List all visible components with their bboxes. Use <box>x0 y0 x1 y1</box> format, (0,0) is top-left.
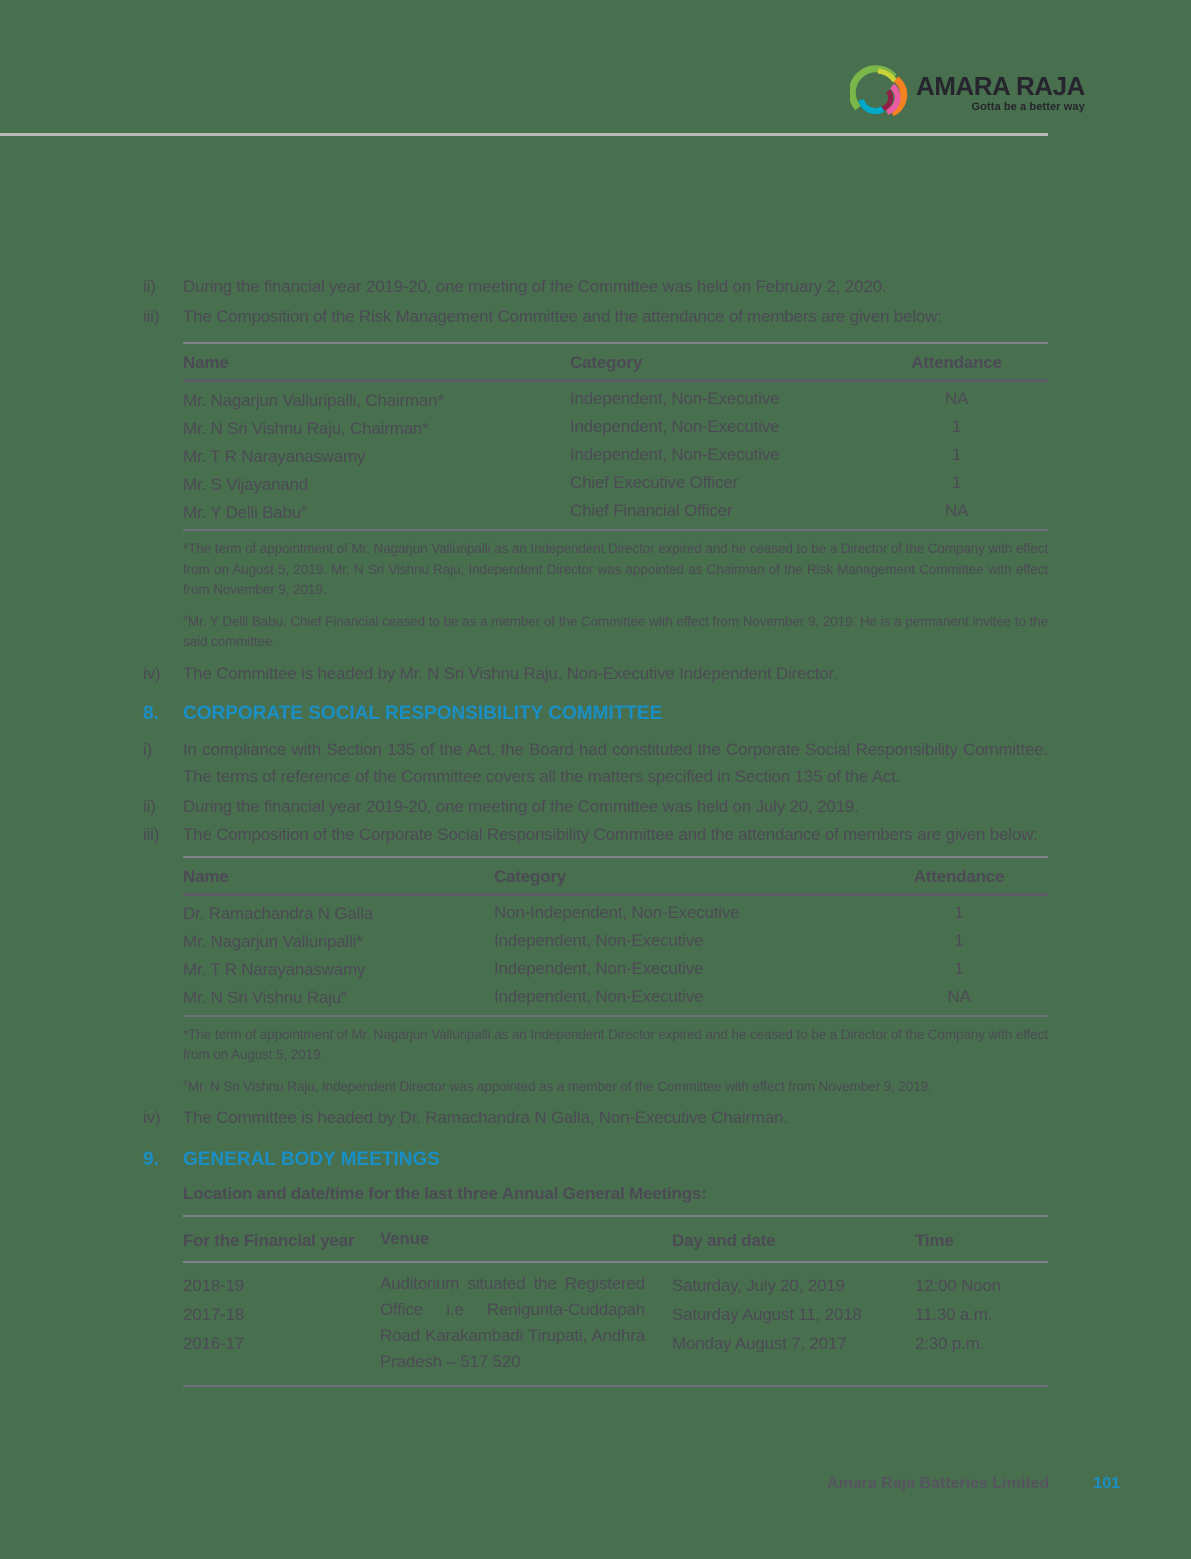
list-text: During the financial year 2019-20, one meeting of the Committee was held on July 20, 2019. <box>183 796 859 816</box>
page-footer <box>0 1475 1120 1493</box>
header-divider <box>0 133 1048 136</box>
cell-name: Mr. Nagarjun Valluripalli* <box>183 932 363 951</box>
cell-name: Mr. S Vijayanand <box>183 474 309 494</box>
list-marker: iv) <box>143 1108 161 1127</box>
list-item-csr-iv <box>143 1107 1048 1129</box>
agm-table <box>183 1215 1048 1387</box>
list-text: In compliance with Section 135 of the Act, the Board had constituted the Corporate Social Responsibility Committee. The terms of reference of the Committee covers all the matters specified in Section 135 of the Act. <box>183 739 1048 786</box>
list-text: The Composition of the Risk Management Committee and the attendance of members are given below: <box>183 307 942 326</box>
section-heading-general-body <box>143 1149 1048 1171</box>
financial-year: 2016-17 <box>183 1334 244 1353</box>
cell-name: Mr. N Sri Vishnu Raju# <box>183 988 347 1007</box>
amara-raja-logo <box>850 64 1085 122</box>
list-marker: i) <box>143 739 153 759</box>
table-header-row <box>183 344 1048 382</box>
list-item-csr-iii <box>143 824 1048 846</box>
section-heading-csr <box>143 703 1048 725</box>
section-title: GENERAL BODY MEETINGS <box>183 1149 440 1170</box>
list-item-csr-ii <box>143 796 1048 818</box>
amara-raja-logo-icon <box>850 64 908 122</box>
cell-day-dates <box>672 1271 915 1375</box>
meeting-date: Saturday, July 20, 2019 <box>672 1276 845 1295</box>
list-item-risk-iv <box>143 663 1048 685</box>
meeting-date: Monday August 7, 2017 <box>672 1334 847 1353</box>
risk-committee-table <box>183 342 1048 531</box>
page-number: 101 <box>1093 1475 1120 1492</box>
meeting-date: Saturday August 11, 2018 <box>672 1305 862 1324</box>
cell-name: Mr. Nagarjun Valluripalli, Chairman* <box>183 390 444 410</box>
brand-tagline: Gotta be a better way <box>971 101 1085 113</box>
table-row <box>183 927 1048 955</box>
list-marker: ii) <box>143 796 156 816</box>
cell-attendance: 1 <box>954 902 964 922</box>
table-row <box>183 385 1048 413</box>
cell-category: Independent, Non-Executive <box>570 417 780 436</box>
cell-category: Independent, Non-Executive <box>570 389 780 408</box>
meeting-time: 11.30 a.m. <box>915 1305 993 1324</box>
list-marker: ii) <box>143 277 156 296</box>
table-body <box>183 1263 1048 1387</box>
column-header-financial-year: For the Financial year <box>183 1231 355 1250</box>
column-header-venue: Venue <box>380 1229 430 1248</box>
footer-company-name: Amara Raja Batteries Limited <box>826 1475 1050 1492</box>
cell-times <box>915 1271 1048 1375</box>
financial-year: 2018-19 <box>183 1276 244 1295</box>
cell-name: Mr. N Sri Vishnu Raju, Chairman* <box>183 418 429 438</box>
cell-attendance: NA <box>947 986 971 1006</box>
cell-venue: Auditorium situated the Registered Office i.e Renigunta-Cuddapah Road Karakambadi Tirupati, Andhra Pradesh – 517 520 <box>380 1274 645 1371</box>
document-body <box>143 276 1048 1387</box>
cell-attendance: NA <box>944 501 969 520</box>
list-marker: iv) <box>143 663 161 683</box>
footnote-star: *The term of appointment of Mr. Nagarjun Valluripalli as an Independent Director expired and he ceased to be a Director of the Company with effect from on August 5, 2019. Mr. N Sri Vishnu Raju, Independent Director was appointed as Chairman of the Risk Management Committee with effect from November 9, 2019. <box>183 541 1048 597</box>
column-header-category: Category <box>494 866 567 886</box>
table-header-row <box>183 1217 1048 1263</box>
list-text: The Composition of the Corporate Social Responsibility Committee and the attendance of members are given below: <box>183 824 1038 844</box>
financial-year: 2017-18 <box>183 1305 244 1324</box>
table-row <box>183 497 1048 525</box>
cell-attendance: NA <box>944 389 969 408</box>
section-title: CORPORATE SOCIAL RESPONSIBILITY COMMITTEE <box>183 702 663 724</box>
cell-name: Dr. Ramachandra N Galla <box>183 904 374 923</box>
table-row <box>183 899 1048 927</box>
list-text: During the financial year 2019-20, one meeting of the Committee was held on February 2, 2020. <box>183 277 887 296</box>
footnote-hash: #Mr. N Sri Vishnu Raju, Independent Director was appointed as a member of the Committee with effect from November 9, 2019. <box>183 1077 932 1094</box>
column-header-category: Category <box>570 353 643 372</box>
column-header-attendance: Attendance <box>911 353 1002 372</box>
cell-category: Chief Financial Officer <box>570 501 733 520</box>
cell-name: Mr. T R Narayanaswamy <box>183 960 366 979</box>
cell-name: Mr. Y Delli Babu# <box>183 502 307 522</box>
cell-category: Independent, Non-Executive <box>494 958 704 978</box>
cell-attendance: 1 <box>951 473 962 492</box>
cell-category: Independent, Non-Executive <box>570 445 780 464</box>
column-header-name: Name <box>183 866 229 886</box>
footnote-star: *The term of appointment of Mr. Nagarjun Valluripalli as an Independent Director expired and he ceased to be a Director of the Company with effect from on August 5, 2019. <box>183 1026 1048 1062</box>
cell-attendance: 1 <box>954 930 964 950</box>
cell-financial-years <box>183 1271 380 1375</box>
agm-subtitle: Location and date/time for the last three Annual General Meetings: <box>183 1184 707 1203</box>
cell-attendance: 1 <box>954 958 964 978</box>
section-number: 8. <box>143 702 159 724</box>
table-row <box>183 441 1048 469</box>
footnote-hash: #Mr. Y Delli Babu, Chief Financial ceased to be as a member of the Committee with effect from November 9, 2019. He is a permanent invitee to the said committee. <box>183 612 1048 649</box>
table-row <box>183 469 1048 497</box>
cell-category: Non-Independent, Non-Executive <box>494 902 740 922</box>
table-header-row <box>183 858 1048 896</box>
list-item-csr-i <box>143 736 1048 790</box>
list-item-risk-iii <box>143 306 1048 328</box>
cell-category: Independent, Non-Executive <box>494 930 704 950</box>
column-header-name: Name <box>183 353 229 372</box>
table-row <box>183 413 1048 441</box>
list-text: The Committee is headed by Dr. Ramachandra N Galla, Non-Executive Chairman. <box>183 1108 788 1127</box>
cell-attendance: 1 <box>951 417 962 436</box>
table-row <box>183 955 1048 983</box>
list-marker: iii) <box>143 307 160 326</box>
table-row <box>183 983 1048 1011</box>
cell-attendance: 1 <box>951 445 962 464</box>
csr-committee-table <box>183 856 1048 1017</box>
column-header-attendance: Attendance <box>913 866 1005 886</box>
list-item-risk-ii <box>143 276 1048 298</box>
brand-wordmark: AMARA RAJA <box>916 71 1085 101</box>
list-marker: iii) <box>143 824 160 844</box>
cell-category: Independent, Non-Executive <box>494 986 704 1006</box>
meeting-time: 2:30 p.m. <box>915 1334 985 1353</box>
column-header-time: Time <box>915 1231 954 1250</box>
cell-category: Chief Executive Officer <box>570 473 738 492</box>
section-number: 9. <box>143 1149 159 1170</box>
list-text: The Committee is headed by Mr. N Sri Vishnu Raju, Non-Executive Independent Director. <box>183 663 838 683</box>
meeting-time: 12:00 Noon <box>915 1276 1001 1295</box>
column-header-day-date: Day and date <box>672 1231 776 1250</box>
cell-name: Mr. T R Narayanaswamy <box>183 446 366 466</box>
